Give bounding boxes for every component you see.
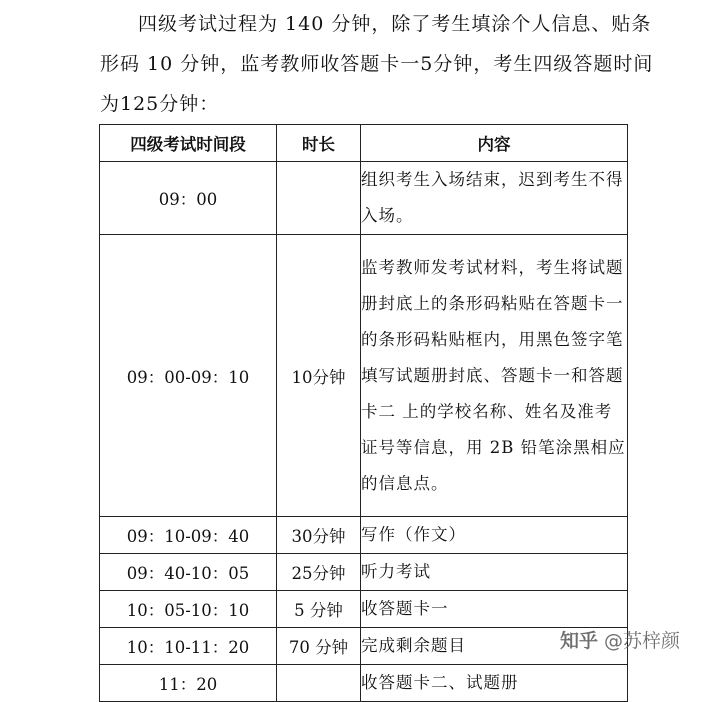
duration-cell: 70 分钟 bbox=[277, 628, 361, 665]
zhihu-logo: 知乎 bbox=[560, 630, 599, 652]
content-cell: 监考教师发考试材料，考生将试题册封底上的条形码粘贴在答题卡一的条形码粘贴框内，用黑色签字笔填写试题册封底、答题卡一和答题卡二 上的学校名称、姓名及准考证号等信息，用 2B 铅笔涂黑相应的信息点。 bbox=[361, 235, 628, 517]
header-time-period: 四级考试时间段 bbox=[100, 125, 277, 162]
intro-paragraph bbox=[100, 4, 660, 124]
table-row bbox=[100, 517, 628, 554]
duration-cell: 10分钟 bbox=[277, 235, 361, 517]
header-content: 内容 bbox=[361, 125, 628, 162]
time-cell: 09：40-10：05 bbox=[100, 554, 277, 591]
time-cell: 10：10-11：20 bbox=[100, 628, 277, 665]
time-cell: 10：05-10：10 bbox=[100, 591, 277, 628]
table-row bbox=[100, 235, 628, 517]
content-cell: 收答题卡二、试题册 bbox=[361, 665, 628, 702]
table-row bbox=[100, 628, 628, 665]
intro-line-2: 形码 10 分钟，监考教师收答题卡一5分钟，考生四级答题时间 bbox=[100, 53, 654, 75]
content-cell: 完成剩余题目 bbox=[361, 628, 628, 665]
time-cell: 11：20 bbox=[100, 665, 277, 702]
content-cell: 组织考生入场结束，迟到考生不得入场。 bbox=[361, 162, 628, 235]
time-cell: 09：00-09：10 bbox=[100, 235, 277, 517]
intro-line-1: 四级考试过程为 140 分钟，除了考生填涂个人信息、贴条 bbox=[138, 13, 652, 35]
table-row bbox=[100, 591, 628, 628]
duration-cell bbox=[277, 665, 361, 702]
content-cell: 写作（作文） bbox=[361, 517, 628, 554]
table-header-row bbox=[100, 125, 628, 162]
table-row bbox=[100, 665, 628, 702]
time-cell: 09：00 bbox=[100, 162, 277, 235]
duration-cell: 25分钟 bbox=[277, 554, 361, 591]
time-cell: 09：10-09：40 bbox=[100, 517, 277, 554]
intro-line-3: 为125分钟： bbox=[100, 93, 220, 115]
watermark-author: @苏梓颜 bbox=[604, 630, 681, 652]
content-cell: 听力考试 bbox=[361, 554, 628, 591]
duration-cell bbox=[277, 162, 361, 235]
content-cell: 收答题卡一 bbox=[361, 591, 628, 628]
duration-cell: 5 分钟 bbox=[277, 591, 361, 628]
exam-schedule-table bbox=[99, 124, 628, 702]
zhihu-watermark bbox=[560, 626, 680, 653]
header-duration: 时长 bbox=[277, 125, 361, 162]
table-row bbox=[100, 162, 628, 235]
table-row bbox=[100, 554, 628, 591]
duration-cell: 30分钟 bbox=[277, 517, 361, 554]
